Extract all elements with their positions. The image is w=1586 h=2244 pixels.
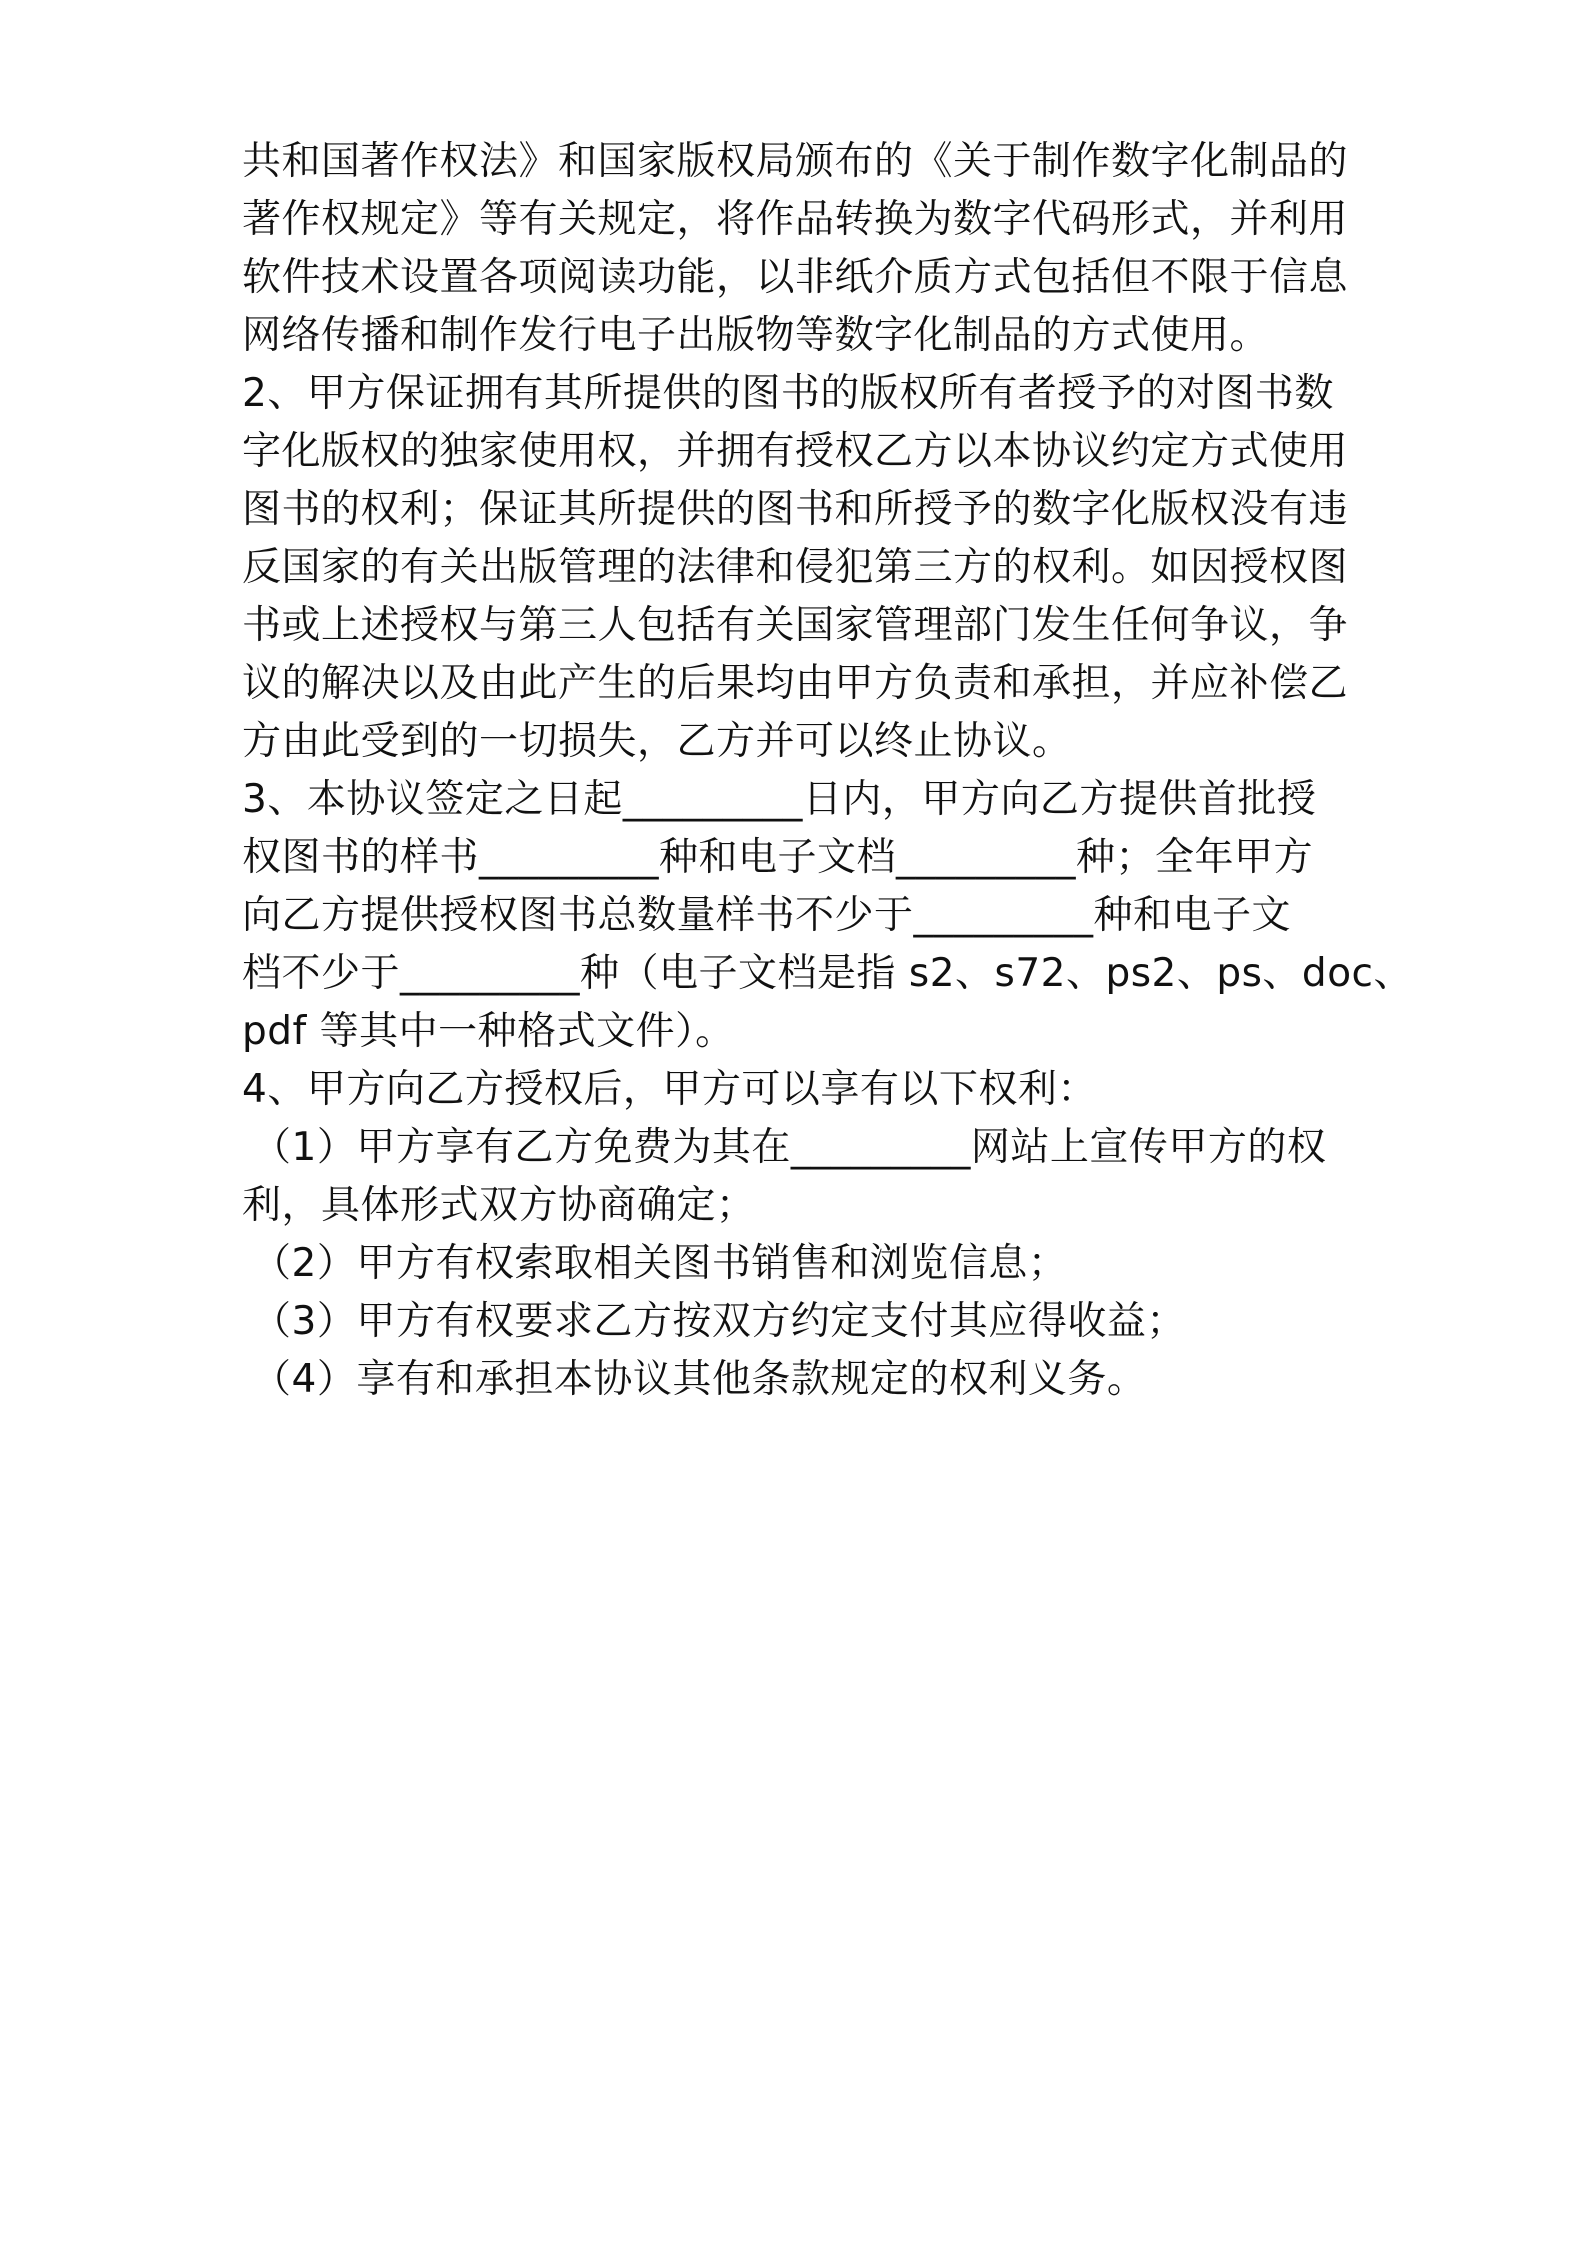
clause-2-line-1: 2、甲方保证拥有其所提供的图书的版权所有者授予的对图书数	[242, 371, 1334, 416]
clause-4-item-3: （3）甲方有权要求乙方按双方约定支付其应得收益；	[252, 1299, 1186, 1344]
clause-4-item-2: （2）甲方有权索取相关图书销售和浏览信息；	[252, 1241, 1068, 1286]
clause-2-line-3: 图书的权利；保证其所提供的图书和所授予的数字化版权没有违	[242, 487, 1349, 532]
clause-3-line-5: pdf 等其中一种格式文件）。	[242, 1009, 735, 1054]
text-line-1: 共和国著作权法》和国家版权局颁布的《关于制作数字化制品的	[242, 139, 1349, 184]
clause-4-item-1-line-1: （1）甲方享有乙方免费为其在_________网站上宣传甲方的权	[252, 1125, 1327, 1170]
clause-3-line-1: 3、本协议签定之日起_________日内，甲方向乙方提供首批授	[242, 777, 1317, 822]
clause-2-line-4: 反国家的有关出版管理的法律和侵犯第三方的权利。如因授权图	[242, 545, 1349, 590]
clause-4-heading: 4、甲方向乙方授权后，甲方可以享有以下权利：	[242, 1067, 1097, 1112]
clause-3-line-4: 档不少于_________种（电子文档是指 s2、s72、ps2、ps、doc、	[242, 951, 1413, 996]
clause-2-line-5: 书或上述授权与第三人包括有关国家管理部门发生任何争议，争	[242, 603, 1349, 648]
clause-4-item-4: （4）享有和承担本协议其他条款规定的权利义务。	[252, 1357, 1147, 1402]
clause-3-line-2: 权图书的样书_________种和电子文档_________种；全年甲方	[242, 835, 1314, 880]
text-line-4: 网络传播和制作发行电子出版物等数字化制品的方式使用。	[242, 313, 1270, 358]
clause-3-line-3: 向乙方提供授权图书总数量样书不少于_________种和电子文	[242, 893, 1292, 938]
clause-2-line-2: 字化版权的独家使用权，并拥有授权乙方以本协议约定方式使用	[242, 429, 1349, 474]
text-line-3: 软件技术设置各项阅读功能，以非纸介质方式包括但不限于信息	[242, 255, 1349, 300]
clause-2-line-6: 议的解决以及由此产生的后果均由甲方负责和承担，并应补偿乙	[242, 661, 1349, 706]
clause-4-item-1-line-2: 利，具体形式双方协商确定；	[242, 1183, 756, 1228]
clause-2-line-7: 方由此受到的一切损失，乙方并可以终止协议。	[242, 719, 1072, 764]
text-line-2: 著作权规定》等有关规定，将作品转换为数字代码形式，并利用	[242, 197, 1349, 242]
